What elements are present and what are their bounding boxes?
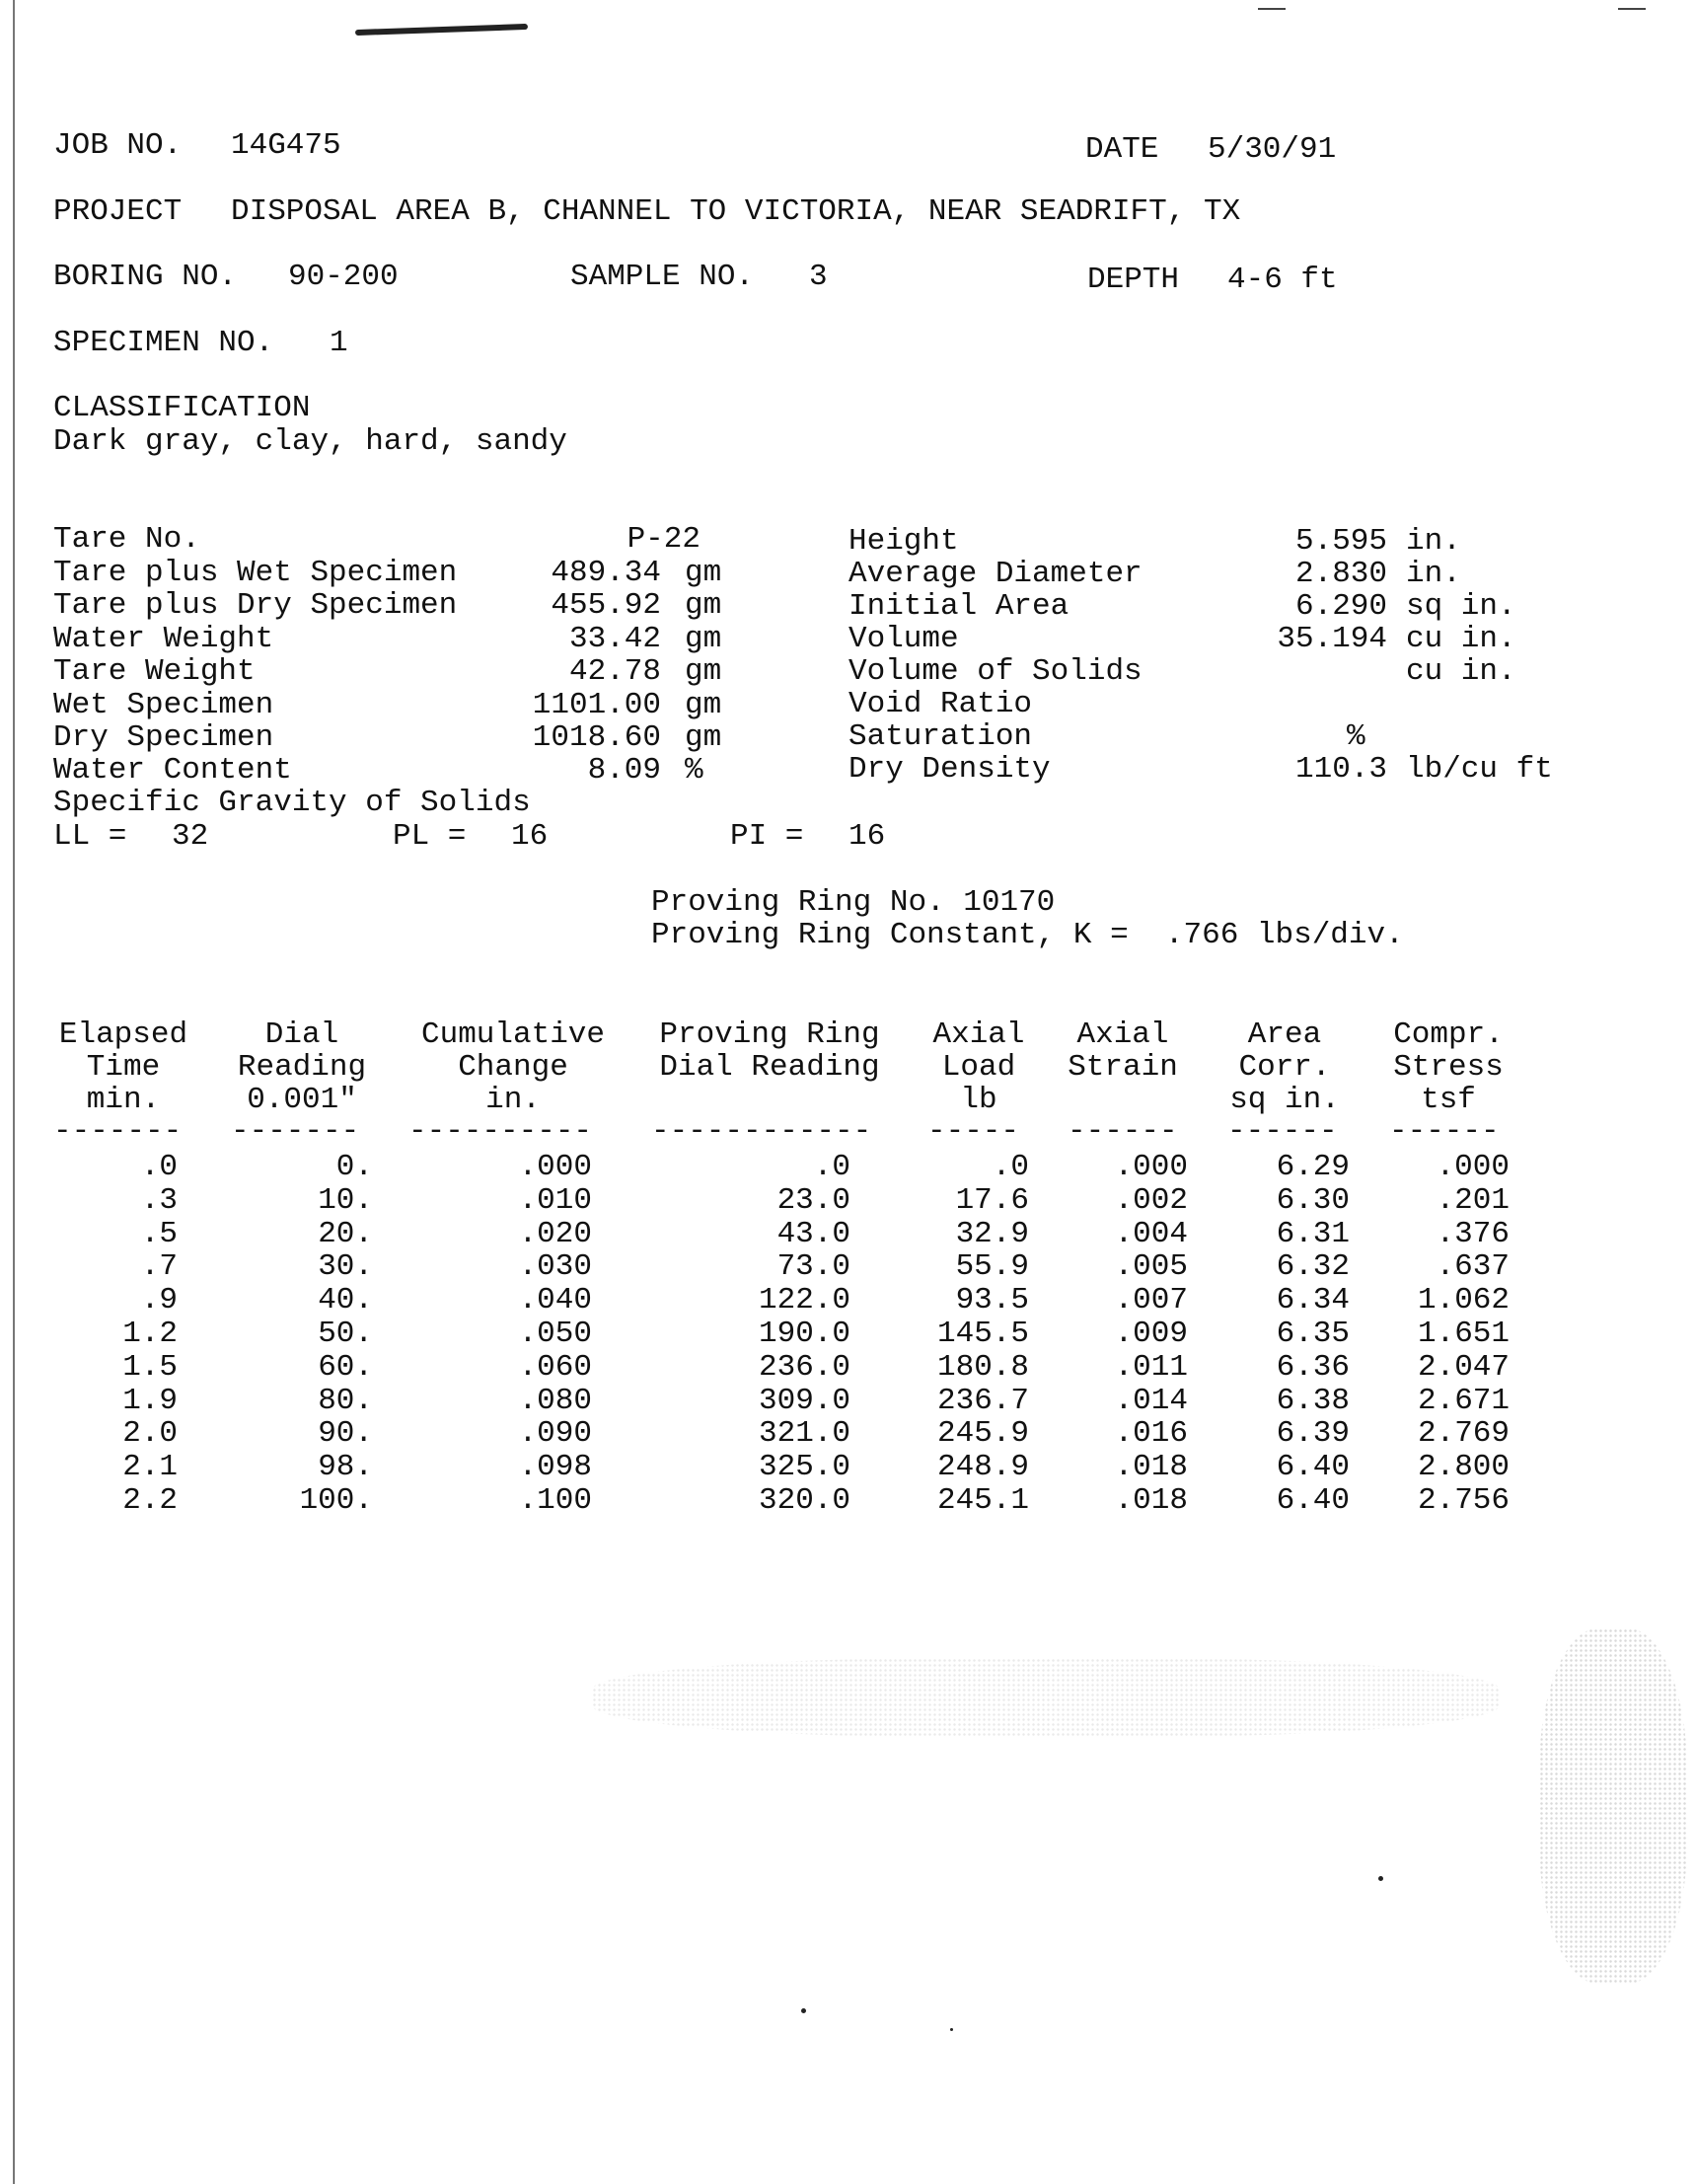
table-cell: 6.30 [1276, 1183, 1350, 1218]
property-label: Specific Gravity of Solids [53, 786, 531, 820]
table-cell: 23.0 [776, 1183, 850, 1218]
table-cell: 6.34 [1276, 1283, 1350, 1318]
table-cell: 50. [318, 1317, 373, 1351]
column-header: Proving Ring Dial Reading [659, 1017, 880, 1085]
table-cell: .000 [1436, 1150, 1510, 1184]
table-cell: 320.0 [758, 1483, 850, 1518]
table-cell: .0 [992, 1150, 1029, 1184]
property-label: Tare Weight [53, 654, 256, 689]
specimen-no-value: 1 [330, 326, 348, 360]
depth-value: 4-6 ft [1227, 263, 1338, 297]
table-cell: .7 [140, 1249, 178, 1284]
table-cell: 309.0 [758, 1384, 850, 1418]
table-cell: 248.9 [936, 1450, 1029, 1484]
column-underline: ------ [1389, 1114, 1500, 1149]
column-underline: ------- [53, 1114, 183, 1149]
boring-no-value: 90-200 [288, 260, 399, 294]
table-cell: 1.062 [1417, 1283, 1510, 1318]
table-cell: 6.40 [1276, 1450, 1350, 1484]
property-label: Average Diameter [848, 557, 1143, 591]
column-underline: ------------ [651, 1114, 872, 1149]
table-cell: .002 [1114, 1183, 1188, 1218]
table-cell: 245.9 [936, 1416, 1029, 1451]
project-value: DISPOSAL AREA B, CHANNEL TO VICTORIA, NEAR SEADRIFT, TX [231, 194, 1241, 229]
ink-speck [1378, 1876, 1383, 1881]
table-cell: .637 [1436, 1249, 1510, 1284]
table-cell: 1.2 [122, 1317, 178, 1351]
property-label: Wet Specimen [53, 688, 274, 722]
table-cell: .007 [1114, 1283, 1188, 1318]
property-value: 42.78 [568, 654, 661, 689]
column-underline: ------- [231, 1114, 360, 1149]
table-cell: .3 [140, 1183, 178, 1218]
table-cell: 325.0 [758, 1450, 850, 1484]
property-label: Initial Area [848, 589, 1069, 624]
property-label: Volume of Solids [848, 654, 1143, 689]
pi-value: 16 [848, 819, 886, 854]
classification-value: Dark gray, clay, hard, sandy [53, 424, 567, 459]
property-unit: gm [685, 622, 722, 656]
table-cell: 98. [318, 1450, 373, 1484]
property-value: 35.194 [1277, 622, 1387, 656]
property-value: 110.3 [1294, 752, 1387, 787]
table-cell: 73.0 [776, 1249, 850, 1284]
property-value: 33.42 [568, 622, 661, 656]
table-cell: 6.40 [1276, 1483, 1350, 1518]
proving-ring-constant: Proving Ring Constant, K = .766 lbs/div. [651, 918, 1404, 952]
table-cell: 6.29 [1276, 1150, 1350, 1184]
property-value: 1018.60 [532, 720, 661, 755]
table-cell: 236.0 [758, 1350, 850, 1385]
table-cell: 55.9 [955, 1249, 1029, 1284]
table-cell: .005 [1114, 1249, 1188, 1284]
table-cell: .100 [518, 1483, 592, 1518]
table-cell: .020 [518, 1217, 592, 1251]
table-cell: .016 [1114, 1416, 1188, 1451]
table-cell: .040 [518, 1283, 592, 1318]
property-label: Water Content [53, 753, 292, 788]
property-unit: lb/cu ft [1406, 752, 1553, 787]
table-cell: 245.1 [936, 1483, 1029, 1518]
table-cell: 2.769 [1417, 1416, 1510, 1451]
table-cell: .014 [1114, 1384, 1188, 1418]
pen-mark [355, 24, 528, 36]
table-cell: 2.0 [122, 1416, 178, 1451]
property-value: 1101.00 [532, 688, 661, 722]
table-cell: 2.047 [1417, 1350, 1510, 1385]
sample-no-label: SAMPLE NO. [570, 260, 755, 294]
property-unit: cu in. [1406, 622, 1516, 656]
table-cell: 6.31 [1276, 1217, 1350, 1251]
table-cell: 180.8 [936, 1350, 1029, 1385]
column-header: Axial Strain [1068, 1017, 1178, 1085]
table-cell: .018 [1114, 1483, 1188, 1518]
column-header: Cumulative Change in. [420, 1017, 606, 1117]
table-cell: .0 [813, 1150, 850, 1184]
table-cell: 1.9 [122, 1384, 178, 1418]
boring-no-label: BORING NO. [53, 260, 238, 294]
table-cell: 60. [318, 1350, 373, 1385]
pl-value: 16 [511, 819, 549, 854]
property-unit: in. [1406, 524, 1461, 559]
proving-ring-number: Proving Ring No. 10170 [651, 885, 1056, 920]
ink-speck [950, 2028, 953, 2031]
table-cell: .009 [1114, 1317, 1188, 1351]
table-cell: .010 [518, 1183, 592, 1218]
project-label: PROJECT [53, 194, 183, 229]
table-cell: 122.0 [758, 1283, 850, 1318]
property-unit: gm [685, 556, 722, 590]
table-cell: 2.2 [122, 1483, 178, 1518]
table-cell: 236.7 [936, 1384, 1029, 1418]
table-cell: .000 [518, 1150, 592, 1184]
property-value: 6.290 [1294, 589, 1387, 624]
date-value: 5/30/91 [1208, 132, 1337, 167]
property-unit: % [1347, 719, 1365, 754]
table-cell: .098 [518, 1450, 592, 1484]
table-cell: 20. [318, 1217, 373, 1251]
ll-label: LL = [53, 819, 127, 854]
property-value: 489.34 [551, 556, 661, 590]
property-label: Volume [848, 622, 959, 656]
column-underline: ------ [1227, 1114, 1338, 1149]
table-cell: 1.651 [1417, 1317, 1510, 1351]
corner-mark [1618, 8, 1646, 10]
table-cell: .9 [140, 1283, 178, 1318]
table-cell: 2.671 [1417, 1384, 1510, 1418]
table-cell: 2.1 [122, 1450, 178, 1484]
property-label: Water Weight [53, 622, 274, 656]
date-label: DATE [1085, 132, 1159, 167]
property-label: Tare No. [53, 522, 200, 557]
scan-edge-line [13, 0, 15, 2184]
scan-noise [592, 1658, 1500, 1737]
table-cell: 30. [318, 1249, 373, 1284]
table-cell: 100. [299, 1483, 373, 1518]
column-header: Dial Reading 0.001" [237, 1017, 367, 1117]
table-cell: .080 [518, 1384, 592, 1418]
property-unit: gm [685, 688, 722, 722]
table-cell: 190.0 [758, 1317, 850, 1351]
table-cell: 0. [335, 1150, 373, 1184]
property-unit: gm [685, 654, 722, 689]
property-value: 455.92 [551, 588, 661, 623]
column-underline: ---------- [408, 1114, 593, 1149]
specimen-no-label: SPECIMEN NO. [53, 326, 274, 360]
property-label: Void Ratio [848, 687, 1033, 721]
scan-noise [1539, 1628, 1687, 1984]
table-cell: .030 [518, 1249, 592, 1284]
property-label: Dry Specimen [53, 720, 274, 755]
table-cell: .018 [1114, 1450, 1188, 1484]
column-header: Elapsed Time min. [58, 1017, 188, 1117]
property-label: Height [848, 524, 959, 559]
table-cell: .0 [140, 1150, 178, 1184]
pl-label: PL = [393, 819, 467, 854]
table-cell: .201 [1436, 1183, 1510, 1218]
property-unit: gm [685, 720, 722, 755]
table-cell: 40. [318, 1283, 373, 1318]
pi-label: PI = [730, 819, 804, 854]
table-cell: 17.6 [955, 1183, 1029, 1218]
table-cell: 1.5 [122, 1350, 178, 1385]
property-label: Tare plus Dry Specimen [53, 588, 458, 623]
table-cell: .000 [1114, 1150, 1188, 1184]
property-unit: in. [1406, 557, 1461, 591]
table-cell: .060 [518, 1350, 592, 1385]
ll-value: 32 [172, 819, 209, 854]
sample-no-value: 3 [809, 260, 828, 294]
job-no-label: JOB NO. [53, 128, 183, 163]
property-unit: % [685, 753, 703, 788]
table-cell: 93.5 [955, 1283, 1029, 1318]
table-cell: 10. [318, 1183, 373, 1218]
table-cell: .050 [518, 1317, 592, 1351]
table-cell: .011 [1114, 1350, 1188, 1385]
property-label: Saturation [848, 719, 1033, 754]
property-value: P-22 [627, 522, 701, 557]
table-cell: .5 [140, 1217, 178, 1251]
property-unit: sq in. [1406, 589, 1516, 624]
table-cell: 2.756 [1417, 1483, 1510, 1518]
table-cell: 90. [318, 1416, 373, 1451]
table-cell: 32.9 [955, 1217, 1029, 1251]
column-underline: ------ [1068, 1114, 1178, 1149]
table-cell: 145.5 [936, 1317, 1029, 1351]
column-header: Compr. Stress tsf [1393, 1017, 1504, 1117]
table-cell: 2.800 [1417, 1450, 1510, 1484]
table-cell: 6.36 [1276, 1350, 1350, 1385]
table-cell: 6.35 [1276, 1317, 1350, 1351]
job-no-value: 14G475 [231, 128, 341, 163]
table-cell: 6.38 [1276, 1384, 1350, 1418]
column-header: Area Corr. sq in. [1229, 1017, 1340, 1117]
ink-speck [801, 2008, 806, 2013]
property-label: Dry Density [848, 752, 1051, 787]
property-value: 5.595 [1294, 524, 1387, 559]
property-value: 2.830 [1294, 557, 1387, 591]
corner-mark [1258, 8, 1286, 10]
table-cell: .090 [518, 1416, 592, 1451]
property-label: Tare plus Wet Specimen [53, 556, 458, 590]
table-cell: .376 [1436, 1217, 1510, 1251]
property-unit: gm [685, 588, 722, 623]
column-header: Axial Load lb [932, 1017, 1025, 1117]
table-cell: 80. [318, 1384, 373, 1418]
table-cell: 321.0 [758, 1416, 850, 1451]
property-value: 8.09 [587, 753, 661, 788]
table-cell: 6.39 [1276, 1416, 1350, 1451]
table-cell: .004 [1114, 1217, 1188, 1251]
classification-label: CLASSIFICATION [53, 391, 311, 425]
depth-label: DEPTH [1087, 263, 1180, 297]
property-unit: cu in. [1406, 654, 1516, 689]
table-cell: 6.32 [1276, 1249, 1350, 1284]
table-cell: 43.0 [776, 1217, 850, 1251]
column-underline: ----- [927, 1114, 1020, 1149]
